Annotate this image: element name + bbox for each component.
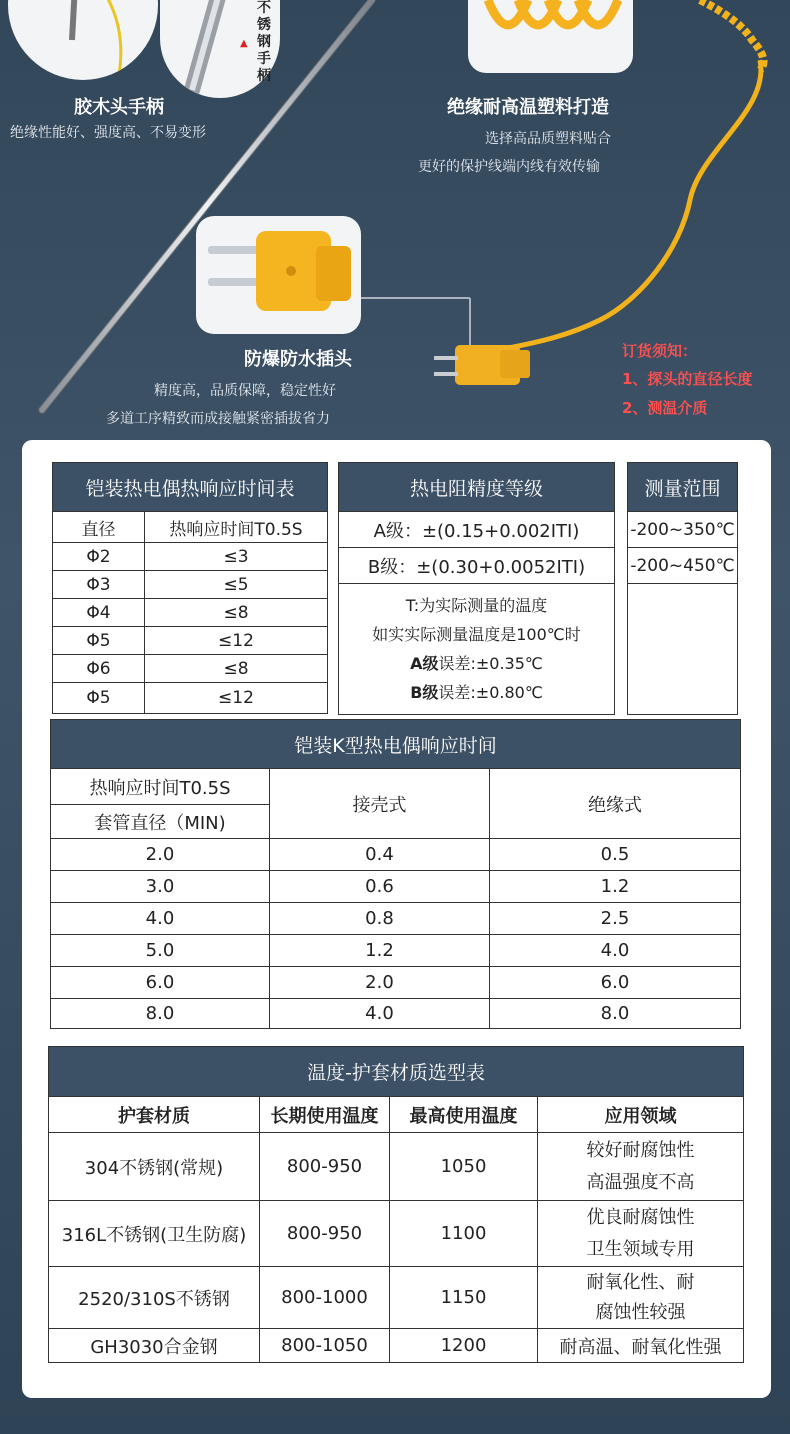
measurement-range-table <box>627 462 738 715</box>
accuracy-note-4 <box>339 678 614 707</box>
plug-feature-desc-1: 精度高，品质保障，稳定性好 <box>154 383 336 399</box>
table-cell: Φ2 <box>53 543 145 571</box>
application-line: 卫生领域专用 <box>586 1238 695 1260</box>
k-header-insulated: 绝缘式 <box>490 769 741 839</box>
table-cell: 1150 <box>390 1267 538 1329</box>
accuracy-table <box>338 462 615 715</box>
response-time-table <box>52 462 328 714</box>
table-cell: 0.4 <box>270 839 490 871</box>
arrow-icon: ▲ <box>240 38 248 49</box>
table-cell: 8.0 <box>51 999 270 1029</box>
k-header-shell: 接壳式 <box>270 769 490 839</box>
material-header-long: 长期使用温度 <box>260 1097 390 1133</box>
application-line: 高温强度不高 <box>586 1171 695 1193</box>
plastic-feature-desc-1: 选择高品质塑料贴合 <box>485 131 611 147</box>
table-cell: 800-950 <box>260 1201 390 1267</box>
table-cell: Φ5 <box>53 683 145 714</box>
handle-feature-desc: 绝缘性能好、强度高、不易变形 <box>10 125 206 141</box>
application-line: 腐蚀性较强 <box>595 1301 686 1323</box>
table-cell: 耐高温、耐氧化性强 <box>538 1329 744 1363</box>
k-type-response-table <box>50 719 741 1029</box>
k-header-diameter: 套管直径（MIN) <box>51 805 270 839</box>
k-header-response: 热响应时间T0.5S <box>51 769 270 805</box>
table-cell: ≤8 <box>145 599 328 627</box>
accuracy-notes <box>339 584 615 715</box>
table-cell: 1050 <box>390 1133 538 1201</box>
table-cell: 4.0 <box>270 999 490 1029</box>
range-empty-cell <box>628 584 738 715</box>
table-cell <box>538 1133 744 1201</box>
table-cell: 2520/310S不锈钢 <box>49 1267 260 1329</box>
application-line: 耐氧化性、耐 <box>586 1271 695 1293</box>
table-cell: Φ6 <box>53 655 145 683</box>
application-line: 较好耐腐蚀性 <box>586 1139 695 1161</box>
plastic-feature-desc-2: 更好的保护线端内线有效传输 <box>418 159 600 175</box>
range-value-1: -200~350℃ <box>628 512 738 548</box>
table-cell: 1.2 <box>490 871 741 903</box>
table-cell: Φ3 <box>53 571 145 599</box>
material-table-title: 温度-护套材质选型表 <box>49 1047 744 1097</box>
table-cell <box>538 1267 744 1329</box>
plug-photo <box>196 216 361 334</box>
material-header-application: 应用领域 <box>538 1097 744 1133</box>
coiled-cable-photo <box>468 0 633 73</box>
table-cell: 316L不锈钢(卫生防腐) <box>49 1201 260 1267</box>
material-selection-table <box>48 1046 744 1363</box>
table-cell: 1100 <box>390 1201 538 1267</box>
table-cell: 8.0 <box>490 999 741 1029</box>
product-features-section <box>0 0 790 440</box>
table-cell: 800-1000 <box>260 1267 390 1329</box>
accuracy-table-title: 热电阻精度等级 <box>339 463 615 512</box>
plug-feature-desc-2: 多道工序精致而成接触紧密插拔省力 <box>106 411 330 427</box>
order-notes-title: 订货须知： <box>622 342 698 360</box>
table-cell: 6.0 <box>51 967 270 999</box>
table-cell: 2.0 <box>270 967 490 999</box>
table-cell: ≤12 <box>145 627 328 655</box>
table-cell: 3.0 <box>51 871 270 903</box>
material-header-max: 最高使用温度 <box>390 1097 538 1133</box>
table-cell: ≤12 <box>145 683 328 714</box>
accuracy-note-1: T:为实际测量的温度 <box>405 596 548 615</box>
table-cell: 0.8 <box>270 903 490 935</box>
table-cell: 0.6 <box>270 871 490 903</box>
plug-feature-title: 防爆防水插头 <box>244 349 352 370</box>
plastic-feature-title: 绝缘耐高温塑料打造 <box>447 97 609 118</box>
accuracy-note-3-value: 误差:±0.35℃ <box>438 654 543 673</box>
table-cell: 2.0 <box>51 839 270 871</box>
table-cell: Φ4 <box>53 599 145 627</box>
table-cell: Φ5 <box>53 627 145 655</box>
response-col-time: 热响应时间T0.5S <box>145 512 328 543</box>
table-cell <box>538 1201 744 1267</box>
accuracy-note-3-label: A级 <box>410 654 439 673</box>
spec-tables-card <box>22 440 771 1398</box>
table-cell: 5.0 <box>51 935 270 967</box>
table-cell: 0.5 <box>490 839 741 871</box>
handle-inset-label: 不锈钢手柄 <box>257 0 271 84</box>
table-cell: 304不锈钢(常规) <box>49 1133 260 1201</box>
accuracy-a-grade: A级：±(0.15+0.002ITI) <box>339 512 615 548</box>
k-table-title: 铠装K型热电偶响应时间 <box>51 720 741 769</box>
order-notes-item-2: 2、测温介质 <box>622 399 708 417</box>
table-cell: 6.0 <box>490 967 741 999</box>
table-cell: ≤3 <box>145 543 328 571</box>
range-value-2: -200~450℃ <box>628 548 738 584</box>
material-header-material: 护套材质 <box>49 1097 260 1133</box>
response-col-diameter: 直径 <box>53 512 145 543</box>
order-notes-item-1: 1、探头的直径长度 <box>622 370 753 388</box>
accuracy-note-4-label: B级 <box>410 683 439 702</box>
table-cell: 4.0 <box>51 903 270 935</box>
accuracy-note-2: 如实实际测量温度是100℃时 <box>372 625 581 644</box>
table-cell: GH3030合金钢 <box>49 1329 260 1363</box>
range-table-title: 测量范围 <box>628 463 738 512</box>
table-cell: 1.2 <box>270 935 490 967</box>
table-cell: 2.5 <box>490 903 741 935</box>
table-cell: ≤5 <box>145 571 328 599</box>
application-line: 优良耐腐蚀性 <box>586 1206 695 1228</box>
table-cell: 800-950 <box>260 1133 390 1201</box>
table-cell: 4.0 <box>490 935 741 967</box>
response-table-title: 铠装热电偶热响应时间表 <box>53 463 328 512</box>
table-cell: 1200 <box>390 1329 538 1363</box>
accuracy-note-3 <box>339 649 614 678</box>
accuracy-note-4-value: 误差:±0.80℃ <box>438 683 543 702</box>
table-cell: 800-1050 <box>260 1329 390 1363</box>
accuracy-b-grade: B级：±(0.30+0.0052ITI) <box>339 548 615 584</box>
table-cell: ≤8 <box>145 655 328 683</box>
handle-feature-title: 胶木头手柄 <box>74 97 164 118</box>
